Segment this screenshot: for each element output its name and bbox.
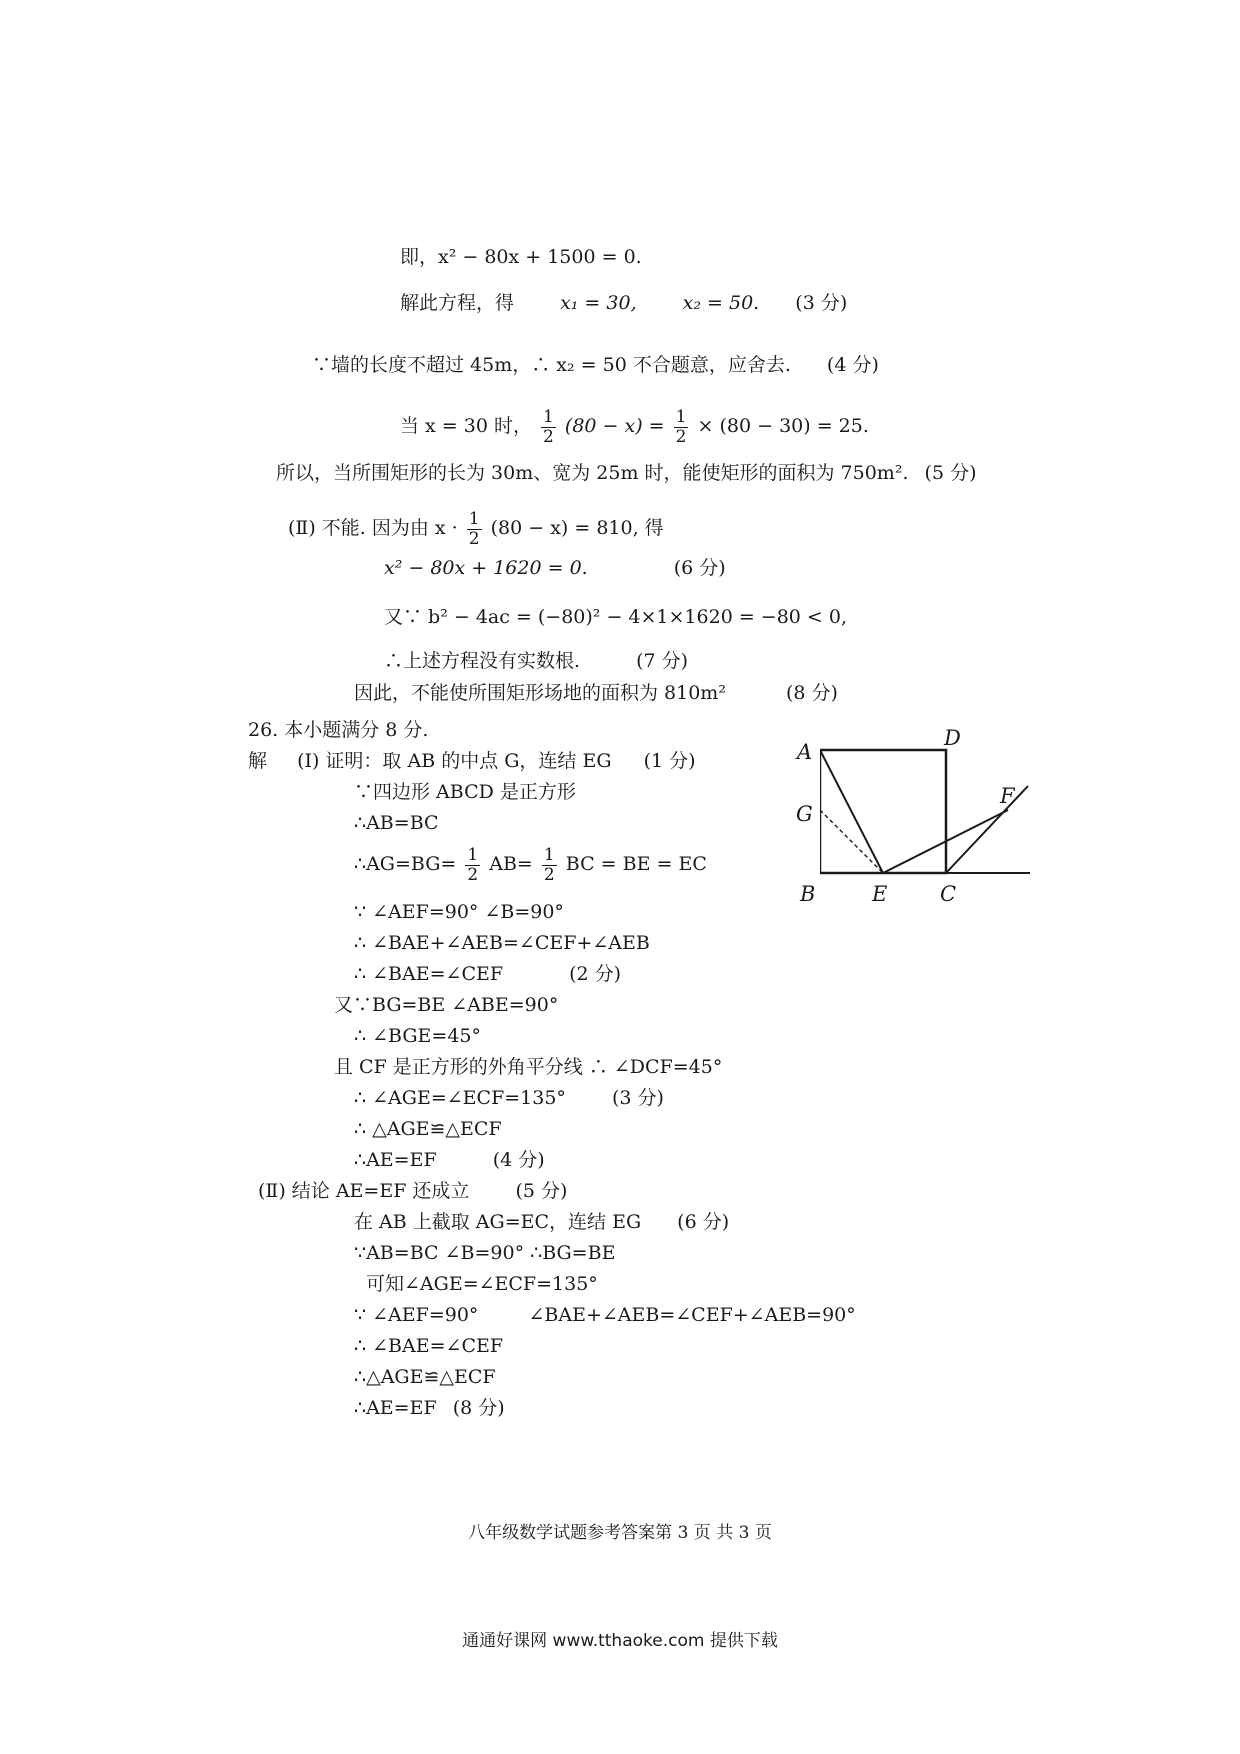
reject-line: [312, 352, 879, 378]
text: ∴AG=BG=: [354, 853, 457, 875]
denominator: 2: [543, 426, 554, 447]
proof-line: ∵四边形 ABCD 是正方形: [354, 781, 576, 803]
segment-ge: [820, 810, 883, 873]
score: (3 分): [611, 1087, 664, 1109]
score: (6 分): [677, 1211, 730, 1233]
text: 当 x = 30 时，: [400, 415, 532, 437]
proof-line: [354, 961, 621, 987]
score: (5 分): [924, 462, 977, 484]
part2-heading: [258, 1178, 567, 1204]
text: ∵墙的长度不超过 45m，∴ x₂ = 50 不合题意，应舍去.: [312, 354, 791, 376]
text: ∴ ∠BAE=∠CEF: [354, 963, 504, 985]
text: AB=: [489, 853, 533, 875]
text: ∴上述方程没有实数根.: [384, 650, 581, 672]
text: BC = BE = EC: [565, 853, 707, 875]
equation-line: 即，x² − 80x + 1500 = 0.: [400, 246, 642, 268]
proof-line: [354, 836, 707, 892]
label-e: E: [872, 882, 888, 906]
fraction-half: [467, 510, 482, 549]
proof-line: ∴ ∠BAE+∠AEB=∠CEF+∠AEB: [354, 932, 650, 954]
label-b: B: [800, 882, 816, 906]
text: (80 − x) = 810, 得: [490, 517, 664, 539]
square-abcd: [820, 750, 946, 873]
numerator: 1: [468, 508, 480, 529]
proof-line: [354, 1147, 545, 1173]
root-2: x₂ = 50.: [682, 292, 760, 314]
proof-line: 且 CF 是正方形的外角平分线 ∴ ∠DCF=45°: [334, 1056, 723, 1078]
proof-line: ∴ ∠BAE=∠CEF: [354, 1335, 504, 1357]
discriminant-line: 又∵ b² − 4ac = (−80)² − 4×1×1620 = −80 < 0,: [384, 606, 848, 628]
label-f: F: [1000, 784, 1015, 808]
root-1: x₁ = 30,: [560, 292, 637, 314]
label-d: D: [944, 726, 961, 750]
no-roots-line: [384, 648, 688, 674]
square-diagram: [820, 740, 1060, 890]
label-g: G: [796, 802, 813, 826]
source-footer: 通通好课网 www.tthaoke.com 提供下载: [462, 1631, 778, 1651]
label-a: A: [797, 740, 813, 764]
text: 解: [248, 750, 268, 772]
text: ∴AE=EF: [354, 1397, 437, 1419]
fraction-half: [542, 846, 557, 885]
numerator: 1: [467, 844, 479, 865]
denominator: 2: [675, 426, 687, 447]
denominator: 2: [543, 864, 555, 885]
proof-line: ∵AB=BC ∠B=90° ∴BG=BE: [354, 1242, 616, 1264]
segment-ae: [820, 750, 883, 873]
score: (7 分): [636, 650, 689, 672]
numerator: 1: [675, 406, 687, 427]
part2-line: [288, 500, 664, 556]
text: ∴AE=EF: [354, 1149, 437, 1171]
fraction-half: [674, 408, 689, 447]
proof-line: ∴ △AGE≌△ECF: [354, 1118, 502, 1140]
text: (80 − x) =: [564, 415, 665, 437]
text: ∠BAE+∠AEB=∠CEF+∠AEB=90°: [528, 1304, 856, 1326]
question-26-heading: 26. 本小题满分 8 分.: [248, 719, 429, 741]
score: (6 分): [673, 557, 726, 579]
text: ∴ ∠AGE=∠ECF=135°: [354, 1087, 566, 1109]
part2-conclusion-line: [354, 680, 838, 706]
score: (4 分): [492, 1149, 545, 1171]
conclusion-line: [276, 460, 977, 486]
label-c: C: [940, 882, 957, 906]
text: x² − 80x + 1620 = 0.: [384, 557, 588, 579]
proof-line: ∴AB=BC: [354, 812, 439, 834]
numerator: 1: [543, 406, 554, 427]
score: (4 分): [826, 354, 879, 376]
score: (1 分): [643, 750, 696, 772]
solve-line: [400, 290, 847, 316]
fraction-half: [541, 408, 556, 447]
proof-line: ∵ ∠AEF=90° ∠B=90°: [354, 901, 564, 923]
denominator: 2: [467, 864, 479, 885]
text: (Ⅰ) 证明：取 AB 的中点 G，连结 EG: [297, 750, 612, 772]
proof-start-line: [248, 748, 696, 774]
proof-line: ∴△AGE≌△ECF: [354, 1366, 496, 1388]
text: 解此方程，得: [400, 292, 515, 314]
segment-cf: [946, 786, 1028, 873]
proof-line: [354, 1085, 664, 1111]
denominator: 2: [468, 528, 480, 549]
score: (2 分): [569, 963, 622, 985]
text: (Ⅱ) 不能. 因为由 x ·: [288, 517, 458, 539]
score: (8 分): [452, 1397, 505, 1419]
score: (5 分): [515, 1180, 568, 1202]
text: ∵ ∠AEF=90°: [354, 1304, 479, 1326]
text: (Ⅱ) 结论 AE=EF 还成立: [258, 1180, 470, 1202]
text: 因此，不能使所围矩形场地的面积为 810m²: [354, 682, 726, 704]
score: (8 分): [786, 682, 838, 704]
proof-line: [354, 1302, 856, 1328]
fraction-half: [465, 846, 480, 885]
equation-2-line: [384, 555, 726, 581]
proof-line: 又∵BG=BE ∠ABE=90°: [334, 994, 559, 1016]
text: 在 AB 上截取 AG=EC，连结 EG: [354, 1211, 642, 1233]
numerator: 1: [543, 844, 555, 865]
proof-line: 可知∠AGE=∠ECF=135°: [366, 1273, 598, 1295]
score: (3 分): [795, 292, 848, 314]
proof-line: [354, 1395, 505, 1421]
page-footer: 八年级数学试题参考答案第 3 页 共 3 页: [468, 1523, 772, 1543]
text: 所以，当所围矩形的长为 30m、宽为 25m 时，能使矩形的面积为 750m².: [276, 462, 909, 484]
proof-line: [354, 1209, 729, 1235]
proof-line: ∴ ∠BGE=45°: [354, 1025, 482, 1047]
width-line: [400, 398, 869, 454]
text: × (80 − 30) = 25.: [697, 415, 869, 437]
